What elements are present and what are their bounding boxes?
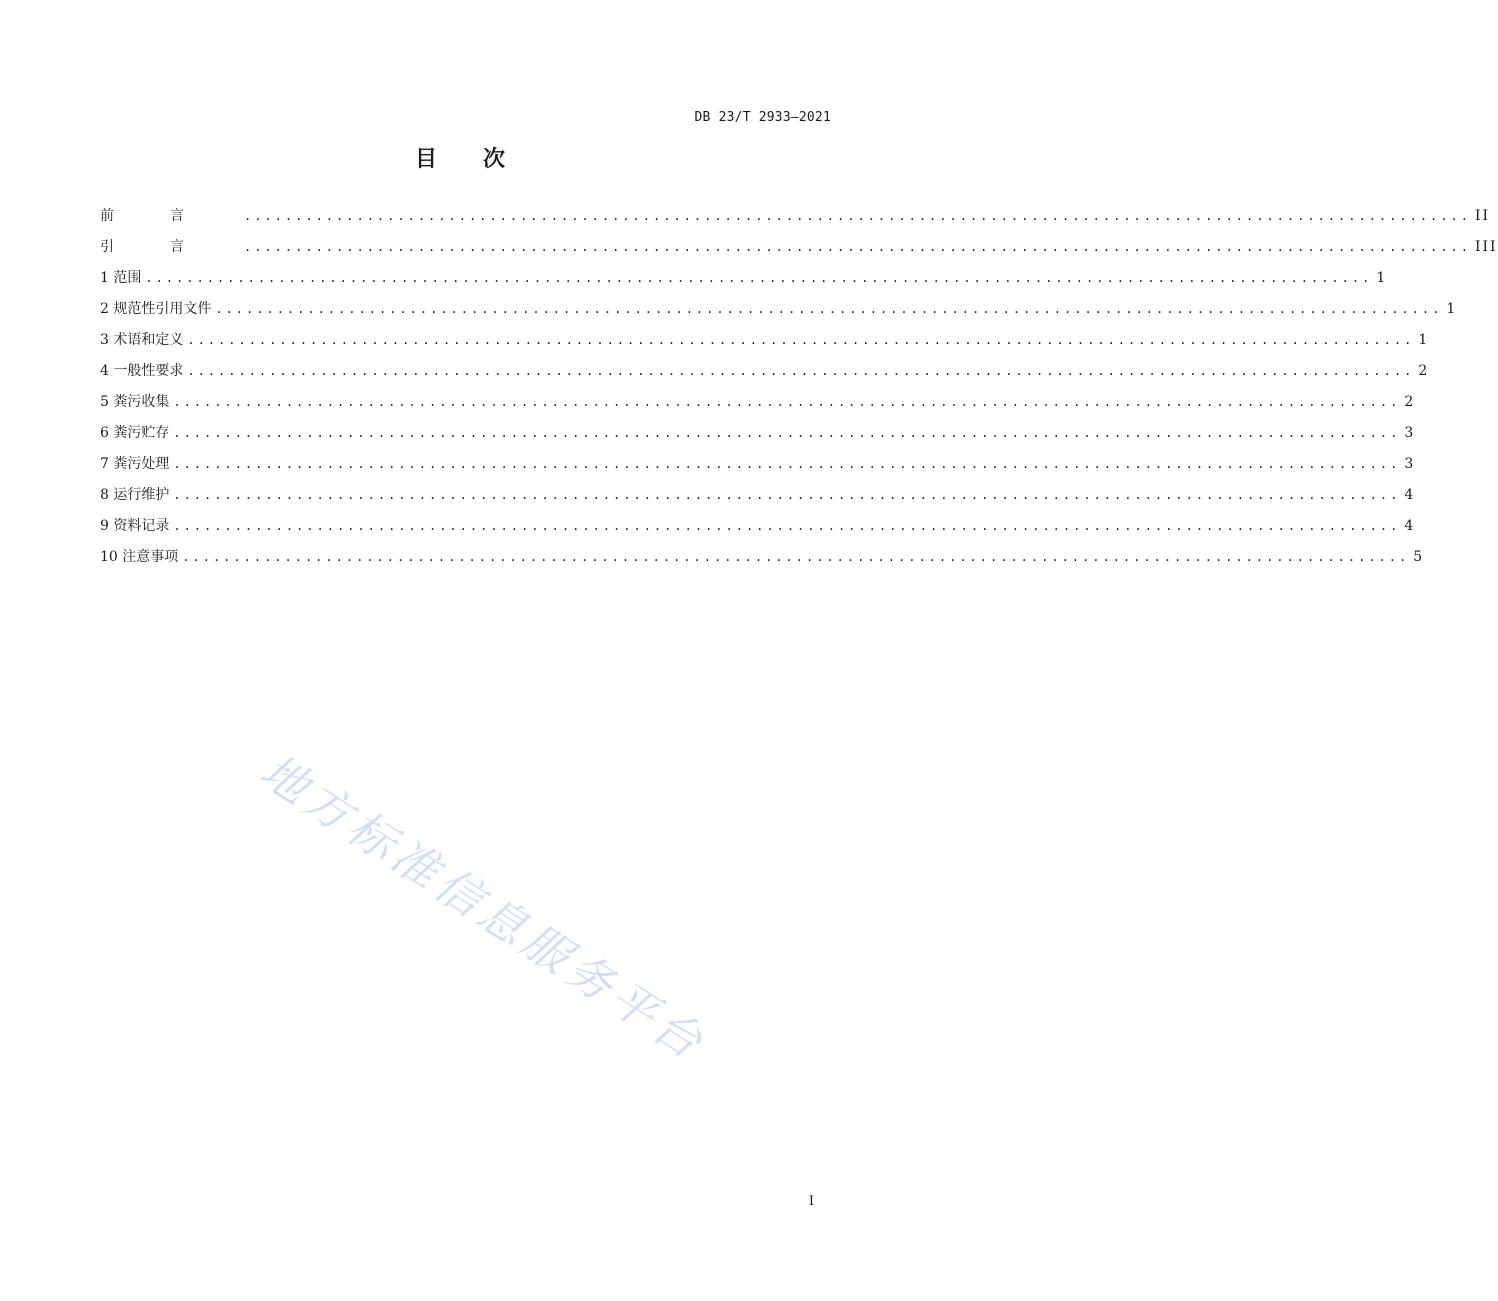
toc-entry-operation-maintenance[interactable] (100, 474, 1416, 505)
toc-entry-label: 5 粪污收集 (100, 394, 170, 410)
toc-entry-page: 2 (1404, 394, 1416, 410)
toc-entry-foreword[interactable] (100, 195, 1491, 226)
toc-entry-precautions[interactable] (100, 536, 1425, 567)
toc-leader-dots: ........................................................................................................................ (187, 364, 1415, 378)
toc-entry-page: 1 (1446, 301, 1458, 317)
toc-leader-dots: ........................................................................................................................ (173, 395, 1401, 409)
toc-entry-label: 6 粪污贮存 (100, 425, 170, 441)
toc-leader-dots: ........................................................................................................................ (173, 457, 1401, 471)
toc-entry-page: 2 (1418, 363, 1430, 379)
toc-leader-dots: ........................................................................................................................ (244, 209, 1471, 223)
toc-entry-page: 1 (1418, 332, 1430, 348)
toc-entry-manure-treatment[interactable] (100, 443, 1416, 474)
toc-leader-dots: ........................................................................................................................ (173, 488, 1401, 502)
toc-entry-scope[interactable] (100, 257, 1388, 288)
table-of-contents (100, 195, 1498, 567)
toc-entry-label: 1 范围 (100, 270, 142, 286)
toc-leader-dots: ........................................................................................................................ (215, 302, 1443, 316)
toc-leader-dots: ........................................................................................................................ (244, 240, 1471, 254)
toc-entry-label: 9 资料记录 (100, 518, 170, 534)
toc-entry-manure-storage[interactable] (100, 412, 1416, 443)
toc-leader-dots: ........................................................................................................................ (182, 550, 1410, 564)
toc-leader-dots: ........................................................................................................................ (187, 333, 1415, 347)
document-code: DB 23/T 2933—2021 (694, 110, 831, 125)
toc-entry-label: 10 注意事项 (100, 549, 179, 565)
toc-entry-label: 4 一般性要求 (100, 363, 184, 379)
toc-entry-manure-collection[interactable] (100, 381, 1416, 412)
toc-leader-dots: ........................................................................................................................ (145, 271, 1373, 285)
toc-entry-page: 3 (1404, 456, 1416, 472)
toc-entry-page: III (1474, 239, 1498, 255)
toc-entry-normative-references[interactable] (100, 288, 1458, 319)
toc-entry-label: 8 运行维护 (100, 487, 170, 503)
toc-title: 目次 (414, 147, 551, 172)
toc-entry-page: 4 (1404, 487, 1416, 503)
toc-entry-label: 前言 (100, 208, 240, 224)
toc-entry-label: 引言 (100, 239, 240, 255)
toc-entry-page: II (1474, 208, 1491, 224)
toc-entry-terms-definitions[interactable] (100, 319, 1430, 350)
toc-entry-label: 3 术语和定义 (100, 332, 184, 348)
toc-entry-page: 1 (1376, 270, 1388, 286)
toc-entry-label: 2 规范性引用文件 (100, 301, 212, 317)
toc-entry-label: 7 粪污处理 (100, 456, 170, 472)
toc-entry-introduction[interactable] (100, 226, 1498, 257)
toc-entry-page: 3 (1404, 425, 1416, 441)
toc-entry-general-requirements[interactable] (100, 350, 1430, 381)
watermark: 地方标准信息服务平台 (250, 743, 717, 1072)
toc-leader-dots: ........................................................................................................................ (173, 519, 1401, 533)
toc-entry-page: 4 (1404, 518, 1416, 534)
toc-leader-dots: ........................................................................................................................ (173, 426, 1401, 440)
toc-entry-data-records[interactable] (100, 505, 1416, 536)
toc-entry-page: 5 (1413, 549, 1425, 565)
page-number: I (808, 1194, 814, 1209)
